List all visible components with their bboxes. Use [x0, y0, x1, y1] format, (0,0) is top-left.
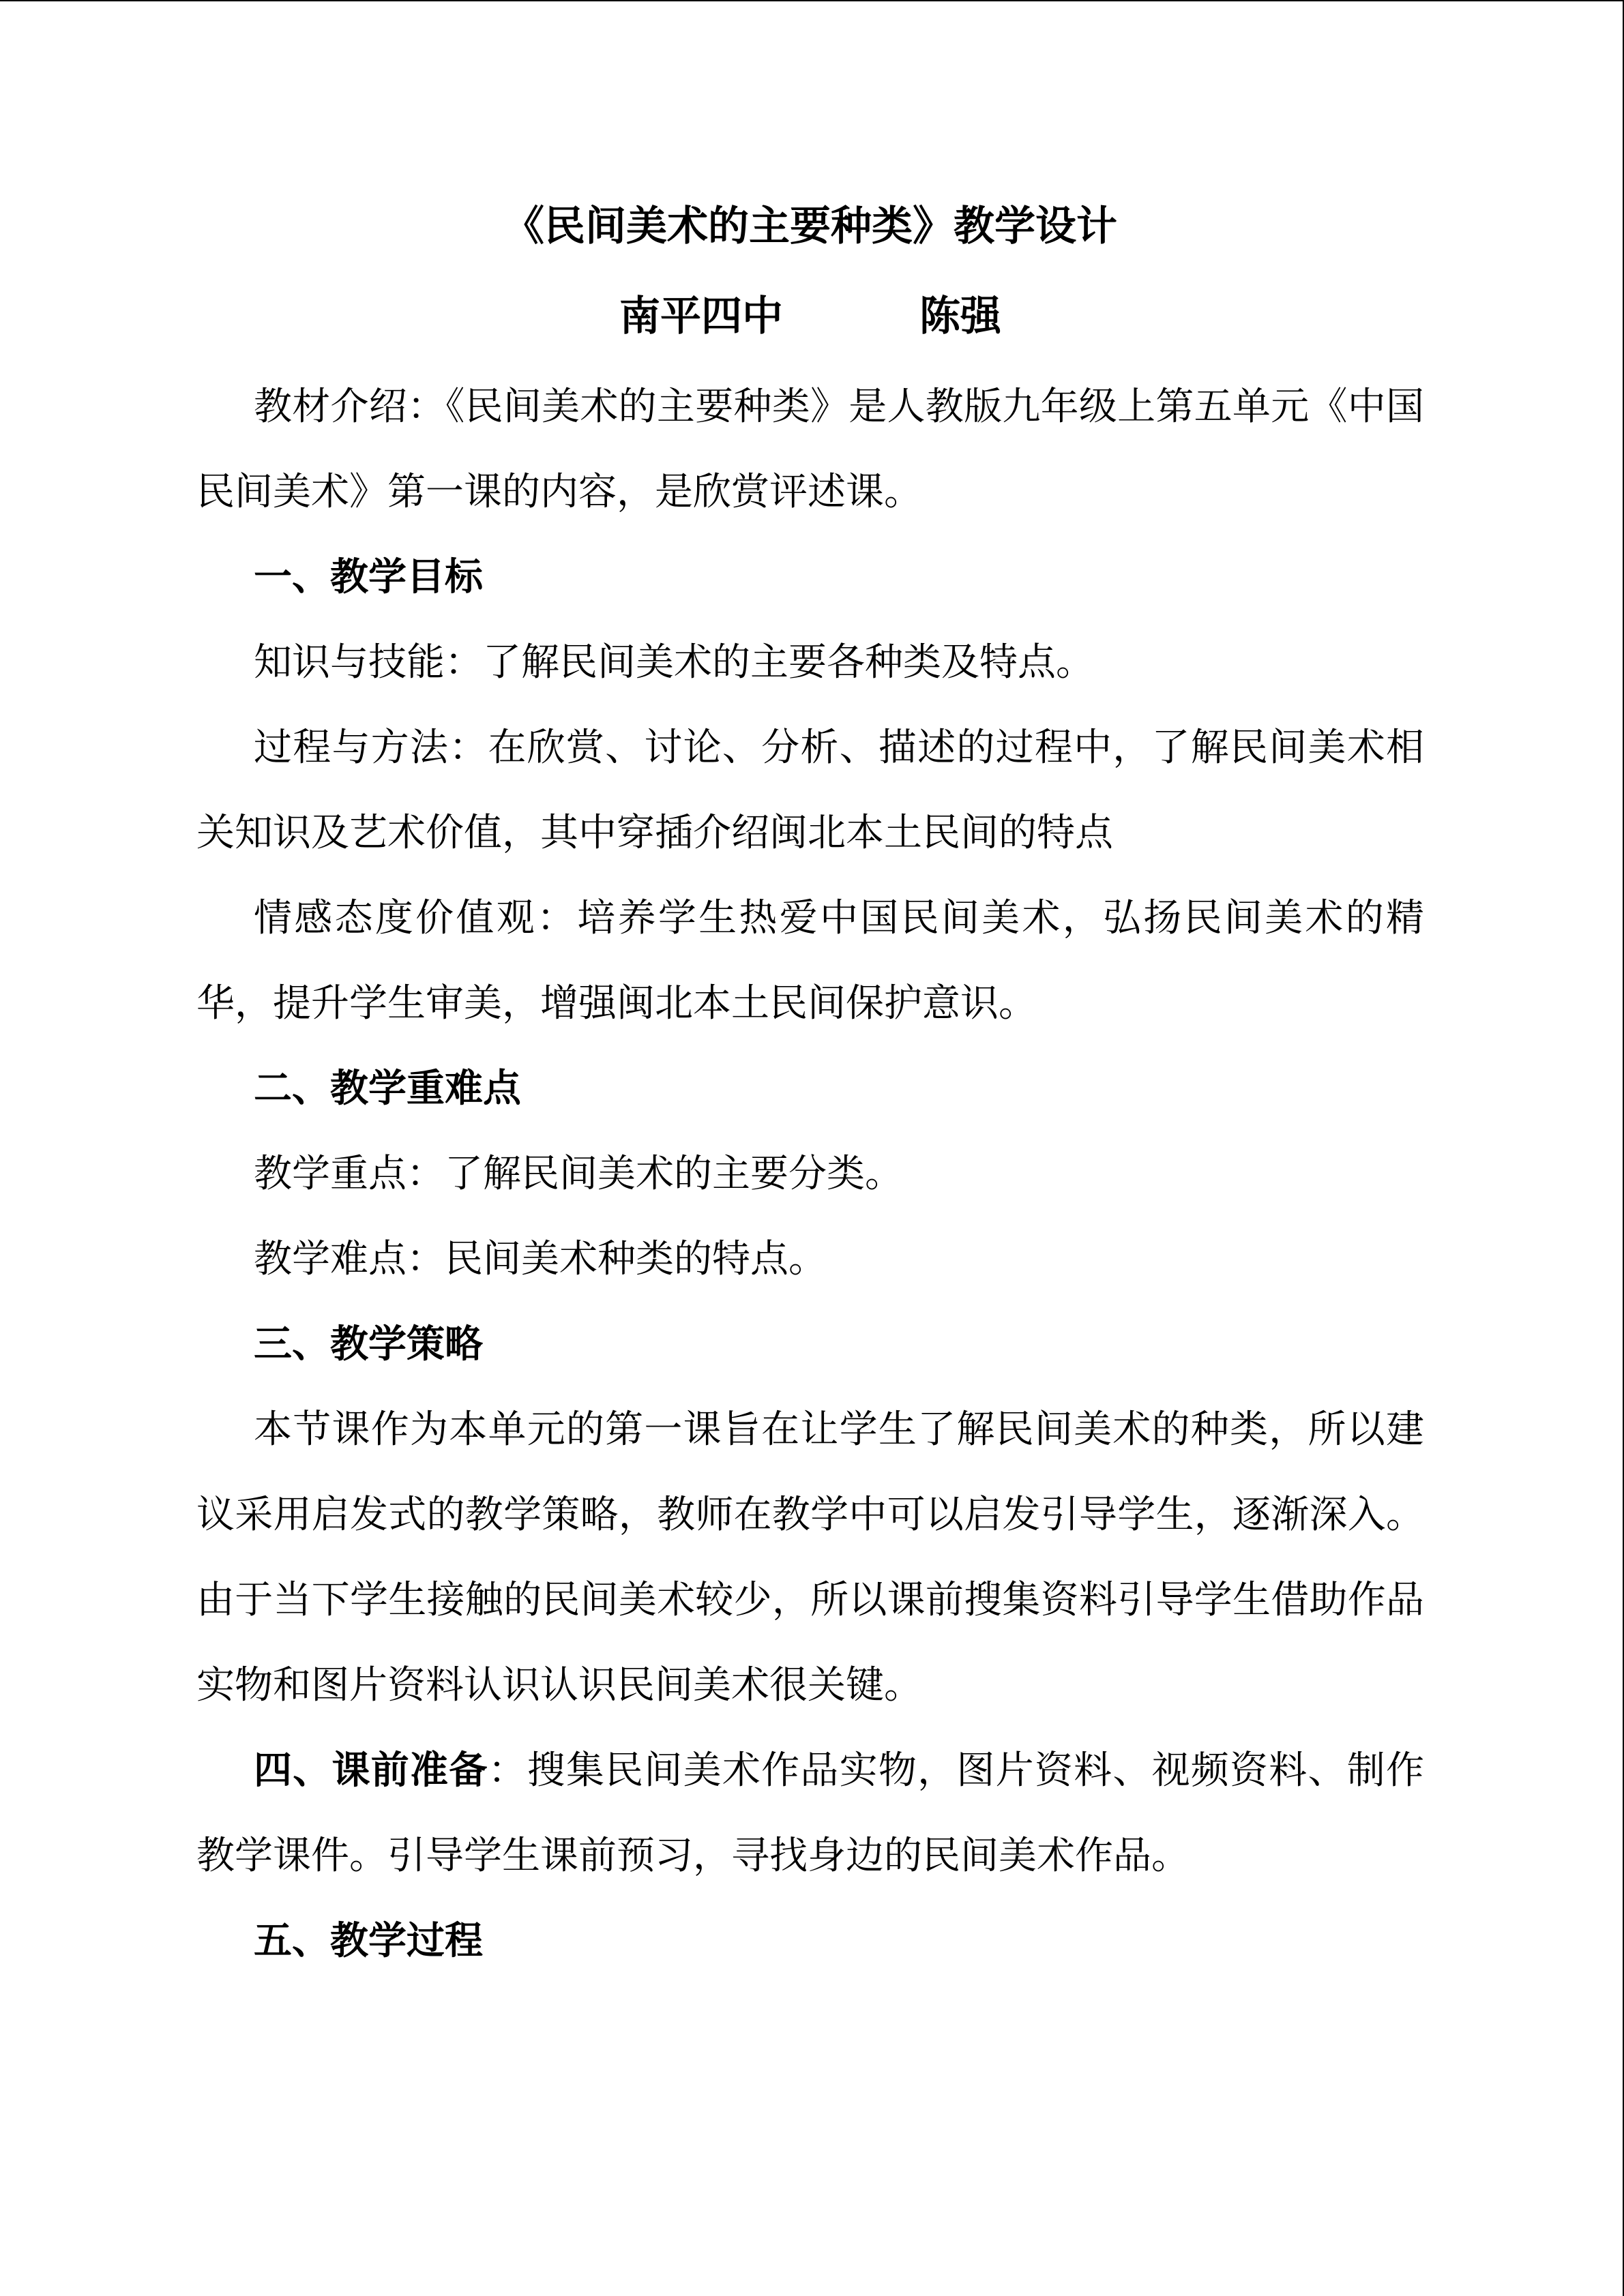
preparation-text: 搜集民间美术作品实物，图片资料、视频资料、制作教学课件。引导学生课前预习，寻找身边的民间美术作品。	[196, 1748, 1425, 1878]
document-title: 《民间美术的主要种类》教学设计	[503, 203, 1117, 250]
difficulty-paragraph: 教学难点：民间美术种类的特点。	[254, 1237, 827, 1281]
section-heading-preparation: 四、课前准备	[254, 1748, 488, 1793]
section-heading-process: 五、教学过程	[254, 1918, 483, 1963]
intro-paragraph: 教材介绍：《民间美术的主要种类》是人教版九年级上第五单元《中国民间美术》第一课的内容，是欣赏评述课。	[196, 385, 1424, 514]
document-content	[196, 203, 1425, 1984]
preparation-paragraph	[196, 1728, 1424, 1898]
objective-knowledge: 知识与技能：了解民间美术的主要各种类及特点。	[254, 640, 1094, 685]
school-name: 南平四中	[619, 293, 783, 340]
objective-emotion: 情感态度价值观：培养学生热爱中国民间美术，弘扬民间美术的精华，提升学生审美，增强闽北本土民间保护意识。	[196, 896, 1424, 1026]
section-heading-objectives: 一、教学目标	[254, 554, 483, 599]
objective-process: 过程与方法：在欣赏、讨论、分析、描述的过程中，了解民间美术相关知识及艺术价值，其中穿插介绍闽北本土民间的特点	[196, 726, 1424, 855]
key-point-paragraph: 教学重点：了解民间美术的主要分类。	[254, 1152, 903, 1196]
section-heading-key-points: 二、教学重难点	[254, 1066, 521, 1111]
section-heading-strategy: 三、教学策略	[254, 1322, 483, 1367]
author-name: 陈强	[919, 293, 1001, 340]
document-body	[196, 364, 1424, 1984]
author-line	[196, 292, 1424, 341]
preparation-colon: ：	[488, 1748, 527, 1793]
strategy-paragraph: 本节课作为本单元的第一课旨在让学生了解民间美术的种类，所以建议采用启发式的教学策略，教师在教学中可以启发引导学生，逐渐深入。由于当下学生接触的民间美术较少，所以课前搜集资料引导学生借助作品实物和图片资料认识认识民间美术很关键。	[196, 1407, 1424, 1708]
